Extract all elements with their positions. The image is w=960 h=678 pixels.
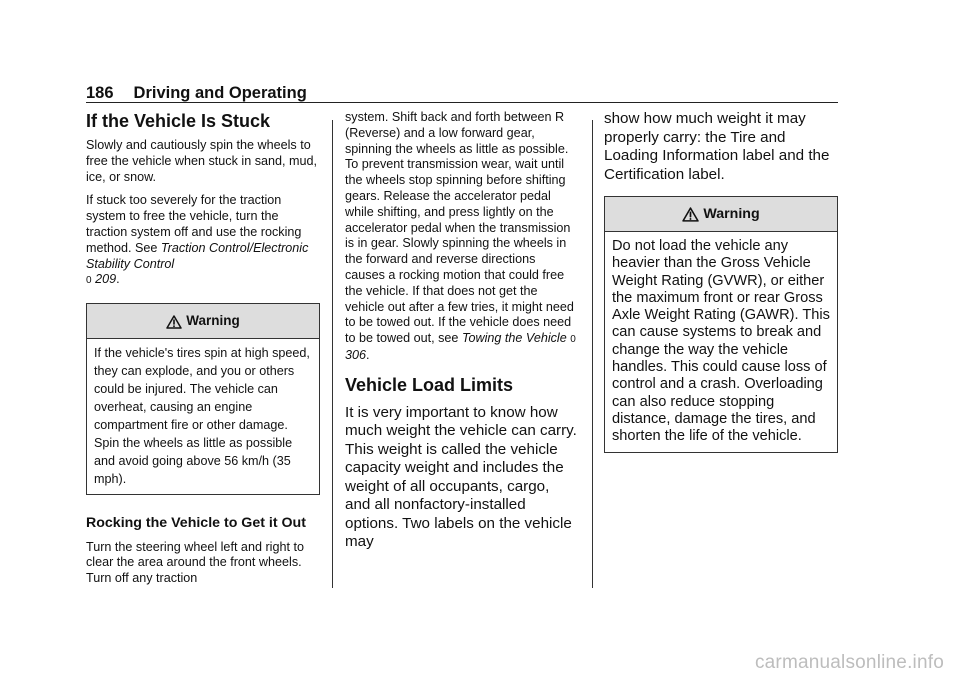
column-1 [86,110,320,595]
column-2 [345,110,577,552]
page-ref-icon: 0 [570,334,576,346]
paragraph: It is very important to know how much weight the vehicle can carry. This weight is called the vehicle capacity weight and includes the weight of all occupants, cargo, and all nonfactory-installed options. Two labels on the vehicle may [345,403,577,551]
cross-reference-link[interactable]: Towing the Vehicle 0 306 [345,331,576,362]
warning-title: Warning [605,197,837,232]
page-number: 186 [86,84,114,102]
warning-body: Do not load the vehicle any heavier than the Gross Vehicle Weight Rating (GVWR), or either the maximum front or rear Gross Axle Weight Rating (GAWR). This can cause systems to break and change the way the vehicle handles. This could cause loss of control and a crash. Overloading can also reduce stopping distance, damage the tires, and shorten the life of the vehicle. [612,238,830,445]
paragraph: show how much weight it may properly carry: the Tire and Loading Information label and the Certification label. [604,110,830,183]
paragraph: If stuck too severely for the traction system to free the vehicle, turn the traction system off and use the rocking method. See Traction Control/Electronic Stability Control 0 209. [86,193,309,287]
watermark: carmanualsonline.info [754,652,944,673]
warning-title: Warning [87,304,319,339]
paragraph: Turn the steering wheel left and right to clear the area around the front wheels. Turn off any traction [86,539,304,586]
warning-triangle-icon [166,315,182,329]
page-header [86,84,838,103]
paragraph: Slowly and cautiously spin the wheels to free the vehicle when stuck in sand, mud, ice, or snow. [86,138,318,184]
paragraph: system. Shift back and forth between R (Reverse) and a low forward gear, spinning the wheels as little as possible. To prevent transmission wear, wait until the wheels stop spinning before shifting gears. Release the accelerator pedal while shifting, and press lightly on the accelerator pedal when the transmission is in gear. Slowly spinning the wheels in the forward and reverse directions causes a rocking motion that could free the vehicle. If that does not get the vehicle out after a few tries, it might need to be towed out. If the vehicle does need to be towed out, see Towing the Vehicle 0 306. [345,110,576,362]
column-divider [592,120,593,588]
page-ref-icon: 0 [86,275,92,287]
warning-triangle-icon [682,207,699,222]
column-divider [332,120,333,588]
subheading-rocking: Rocking the Vehicle to Get it Out [86,515,306,532]
column-3 [604,110,838,453]
warning-body: If the vehicle's tires spin at high speed, they can explode, and you or others could be injured. The vehicle can overheat, causing an engine compartment fire or other damage. Spin the wheels as little as possible and avoid going above 56 km/h (35 mph). [94,346,310,487]
section-title: Driving and Operating [133,84,307,102]
warning-box [604,196,838,453]
heading-load-limits: Vehicle Load Limits [345,374,514,395]
cross-reference-link[interactable]: Traction Control/Electronic Stability Control 0 209 [86,240,309,287]
warning-box [86,303,320,495]
heading-vehicle-stuck: If the Vehicle Is Stuck [86,111,271,131]
